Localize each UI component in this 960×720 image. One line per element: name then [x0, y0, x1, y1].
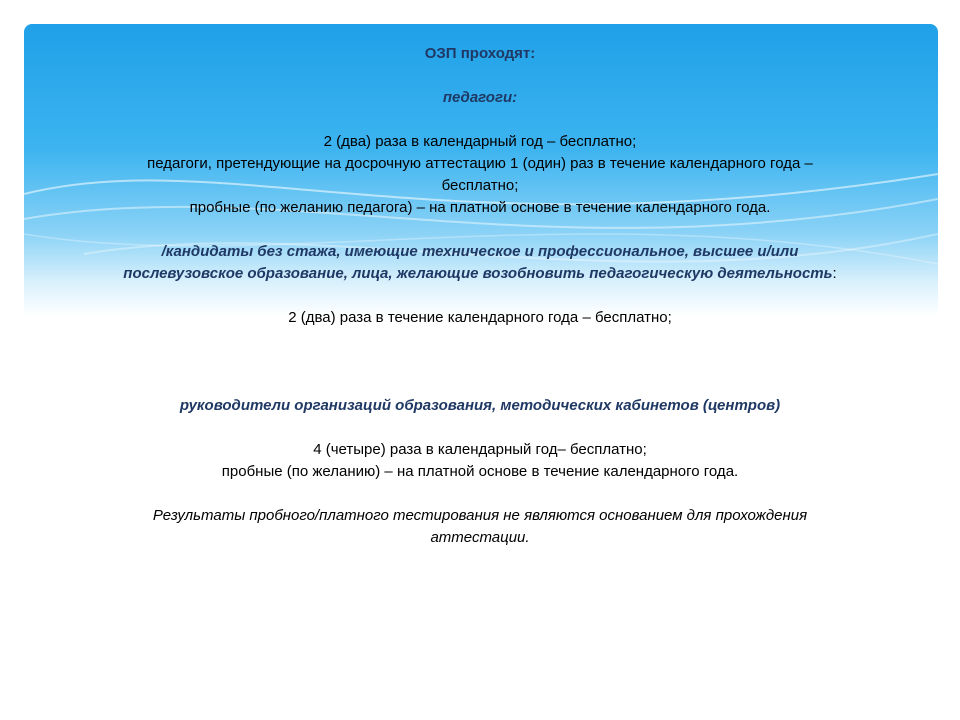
teachers-line: педагоги, претендующие на досрочную аттестацию 1 (один) раз в течение календарного года – — [147, 155, 813, 172]
teachers-line: 2 (два) раза в календарный год – бесплатно; — [323, 133, 637, 150]
candidates-line: 2 (два) раза в течение календарного года – бесплатно; — [288, 309, 672, 326]
slide-content — [40, 43, 920, 549]
managers-line: 4 (четыре) раза в календарный год– бесплатно; — [313, 441, 647, 458]
slide-title: ОЗП проходят: — [424, 45, 536, 62]
teachers-line: пробные (по желанию педагога) – на платной основе в течение календарного года. — [189, 199, 771, 216]
managers-line: пробные (по желанию) – на платной основе в течение календарного года. — [221, 463, 739, 480]
teachers-line: бесплатно; — [441, 177, 519, 194]
section-heading-candidates-cont — [40, 263, 920, 285]
section-heading-managers: руководители организаций образования, методических кабинетов (центров) — [179, 397, 781, 414]
note-line: аттестации. — [430, 529, 530, 546]
candidates-heading-text: послевузовское образование, лица, желающие возобновить педагогическую деятельность — [123, 265, 833, 282]
section-heading-teachers: педагоги: — [442, 89, 518, 106]
note-line: Результаты пробного/платного тестирования не являются основанием для прохождения — [152, 507, 808, 524]
section-heading-candidates: /кандидаты без стажа, имеющие техническое и профессиональное, высшее и/или — [161, 243, 799, 260]
candidates-heading-colon: : — [832, 265, 837, 282]
